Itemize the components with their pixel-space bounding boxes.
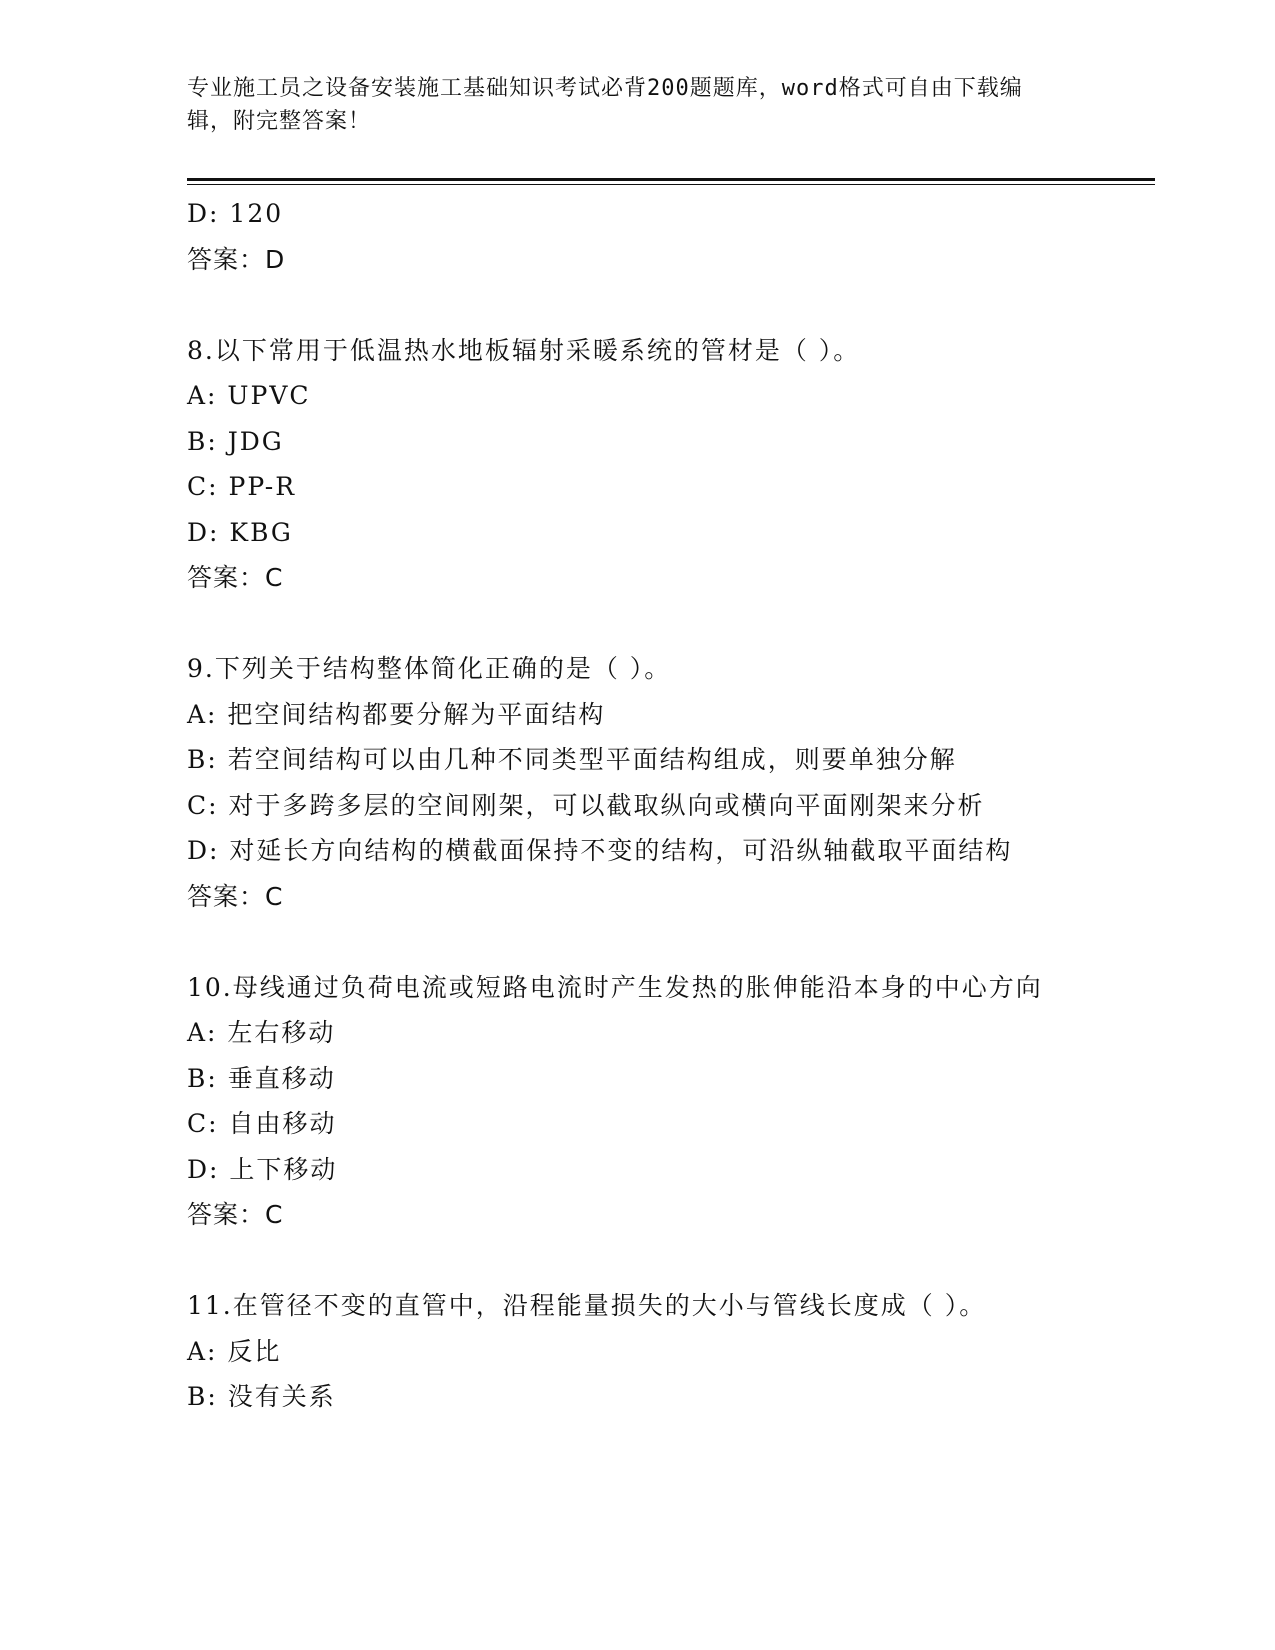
- option-c: C: PP-R: [187, 472, 297, 501]
- option-d: D: 对延长方向结构的横截面保持不变的结构，可沿纵轴截取平面结构: [187, 836, 1013, 865]
- question-10: [187, 965, 1087, 1238]
- answer: 答案：C: [187, 881, 284, 911]
- option-b: B: 若空间结构可以由几种不同类型平面结构组成，则要单独分解: [187, 745, 957, 774]
- option-a: A: UPVC: [187, 381, 311, 410]
- question-title: 9.下列关于结构整体简化正确的是（ ）。: [187, 654, 672, 683]
- option-a: A: 把空间结构都要分解为平面结构: [187, 699, 606, 729]
- question-11: [187, 1283, 1087, 1420]
- document-header: 专业施工员之设备安装施工基础知识考试必背200题题库，word格式可自由下载编辑，附完整答案！: [187, 76, 1023, 134]
- option-b: B: 垂直移动: [187, 1063, 336, 1093]
- option-d: D: KBG: [187, 517, 293, 547]
- question-9: [187, 646, 1087, 919]
- prev-question-answer: 答案：D: [187, 244, 286, 274]
- answer: 答案：C: [187, 563, 284, 592]
- option-c: C: 自由移动: [187, 1109, 337, 1138]
- header-divider-thick: [187, 178, 1155, 181]
- option-a: A: 反比: [187, 1336, 282, 1366]
- question-title: 10.母线通过负荷电流或短路电流时产生发热的胀伸能沿本身的中心方向: [187, 972, 1043, 1002]
- question-title: 8.以下常用于低温热水地板辐射采暖系统的管材是（ ）。: [187, 335, 861, 365]
- prev-question-option-d: D: 120: [187, 199, 284, 228]
- header-divider-thin: [187, 184, 1155, 185]
- question-list: [187, 191, 1087, 1420]
- question-8: [187, 328, 1087, 601]
- option-b: B: JDG: [187, 426, 284, 456]
- question-title: 11.在管径不变的直管中，沿程能量损失的大小与管线长度成（ ）。: [187, 1291, 987, 1320]
- option-b: B: 没有关系: [187, 1382, 336, 1411]
- option-d: D: 上下移动: [187, 1154, 338, 1184]
- answer: 答案：C: [187, 1200, 284, 1229]
- option-c: C: 对于多跨多层的空间刚架，可以截取纵向或横向平面刚架来分析: [187, 790, 985, 820]
- option-a: A: 左右移动: [187, 1018, 336, 1047]
